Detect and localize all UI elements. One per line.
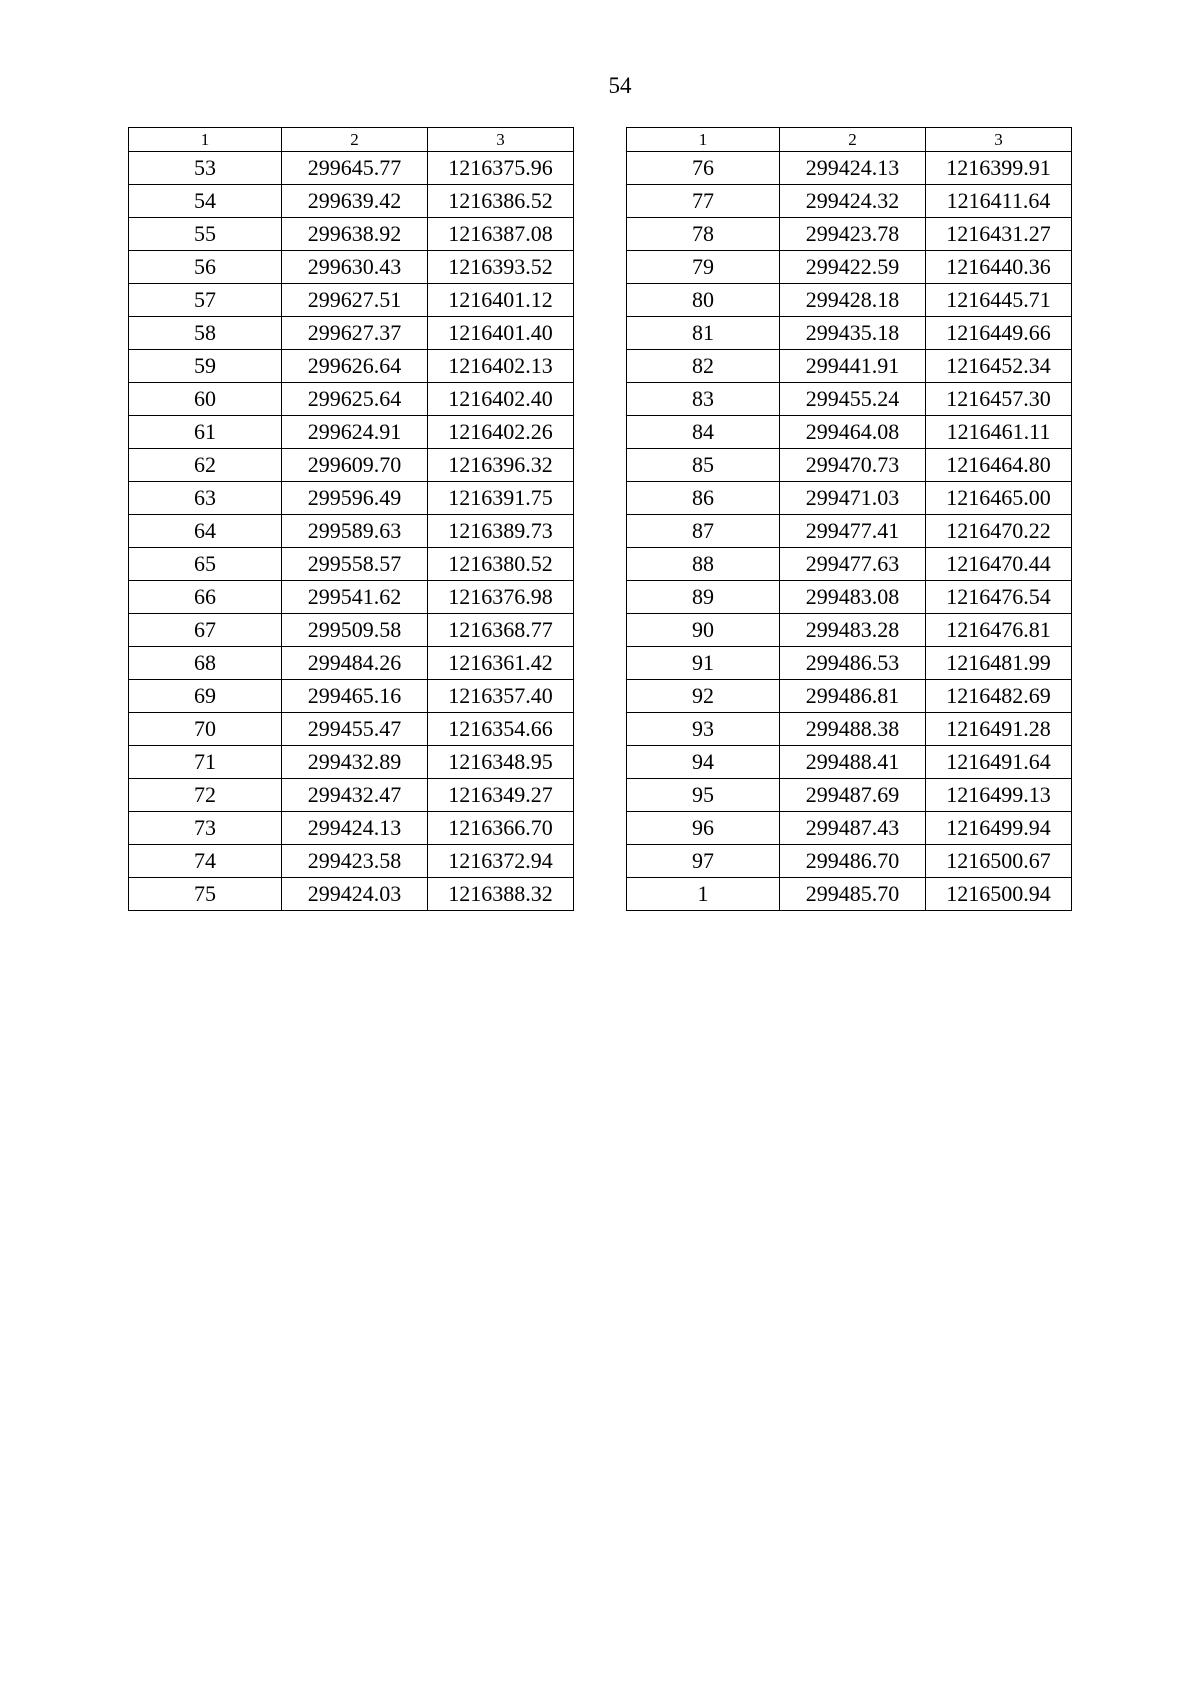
y-coordinate-cell: 1216465.00 bbox=[926, 482, 1072, 515]
table-body bbox=[129, 152, 574, 911]
point-number-cell: 92 bbox=[627, 680, 780, 713]
point-number-cell: 66 bbox=[129, 581, 282, 614]
point-number-cell: 61 bbox=[129, 416, 282, 449]
column-header-3: 3 bbox=[926, 128, 1072, 152]
y-coordinate-cell: 1216375.96 bbox=[428, 152, 574, 185]
table-row bbox=[627, 746, 1072, 779]
x-coordinate-cell: 299465.16 bbox=[282, 680, 428, 713]
column-header-1: 1 bbox=[627, 128, 780, 152]
x-coordinate-cell: 299488.38 bbox=[780, 713, 926, 746]
x-coordinate-cell: 299630.43 bbox=[282, 251, 428, 284]
y-coordinate-cell: 1216470.44 bbox=[926, 548, 1072, 581]
x-coordinate-cell: 299487.43 bbox=[780, 812, 926, 845]
y-coordinate-cell: 1216393.52 bbox=[428, 251, 574, 284]
table-row bbox=[627, 680, 1072, 713]
y-coordinate-cell: 1216500.94 bbox=[926, 878, 1072, 911]
table-row bbox=[627, 218, 1072, 251]
point-number-cell: 89 bbox=[627, 581, 780, 614]
point-number-cell: 86 bbox=[627, 482, 780, 515]
table-row bbox=[627, 713, 1072, 746]
x-coordinate-cell: 299486.53 bbox=[780, 647, 926, 680]
x-coordinate-cell: 299509.58 bbox=[282, 614, 428, 647]
table-row bbox=[129, 878, 574, 911]
x-coordinate-cell: 299424.13 bbox=[282, 812, 428, 845]
y-coordinate-cell: 1216372.94 bbox=[428, 845, 574, 878]
point-number-cell: 88 bbox=[627, 548, 780, 581]
point-number-cell: 71 bbox=[129, 746, 282, 779]
point-number-cell: 56 bbox=[129, 251, 282, 284]
y-coordinate-cell: 1216368.77 bbox=[428, 614, 574, 647]
table-row bbox=[627, 185, 1072, 218]
y-coordinate-cell: 1216491.64 bbox=[926, 746, 1072, 779]
table-row bbox=[129, 152, 574, 185]
table-row bbox=[627, 548, 1072, 581]
y-coordinate-cell: 1216402.13 bbox=[428, 350, 574, 383]
y-coordinate-cell: 1216380.52 bbox=[428, 548, 574, 581]
point-number-cell: 69 bbox=[129, 680, 282, 713]
point-number-cell: 85 bbox=[627, 449, 780, 482]
y-coordinate-cell: 1216482.69 bbox=[926, 680, 1072, 713]
x-coordinate-cell: 299464.08 bbox=[780, 416, 926, 449]
coordinates-table-right bbox=[626, 127, 1072, 911]
x-coordinate-cell: 299423.78 bbox=[780, 218, 926, 251]
point-number-cell: 96 bbox=[627, 812, 780, 845]
column-header-1: 1 bbox=[129, 128, 282, 152]
table-row bbox=[627, 845, 1072, 878]
x-coordinate-cell: 299422.59 bbox=[780, 251, 926, 284]
x-coordinate-cell: 299483.08 bbox=[780, 581, 926, 614]
x-coordinate-cell: 299639.42 bbox=[282, 185, 428, 218]
y-coordinate-cell: 1216431.27 bbox=[926, 218, 1072, 251]
x-coordinate-cell: 299424.13 bbox=[780, 152, 926, 185]
y-coordinate-cell: 1216476.54 bbox=[926, 581, 1072, 614]
table-row bbox=[129, 284, 574, 317]
point-number-cell: 65 bbox=[129, 548, 282, 581]
y-coordinate-cell: 1216401.40 bbox=[428, 317, 574, 350]
point-number-cell: 87 bbox=[627, 515, 780, 548]
point-number-cell: 97 bbox=[627, 845, 780, 878]
x-coordinate-cell: 299428.18 bbox=[780, 284, 926, 317]
point-number-cell: 62 bbox=[129, 449, 282, 482]
y-coordinate-cell: 1216401.12 bbox=[428, 284, 574, 317]
y-coordinate-cell: 1216396.32 bbox=[428, 449, 574, 482]
y-coordinate-cell: 1216348.95 bbox=[428, 746, 574, 779]
x-coordinate-cell: 299609.70 bbox=[282, 449, 428, 482]
x-coordinate-cell: 299626.64 bbox=[282, 350, 428, 383]
x-coordinate-cell: 299432.89 bbox=[282, 746, 428, 779]
table-row bbox=[129, 779, 574, 812]
table-row bbox=[627, 614, 1072, 647]
y-coordinate-cell: 1216452.34 bbox=[926, 350, 1072, 383]
table-row bbox=[627, 350, 1072, 383]
point-number-cell: 81 bbox=[627, 317, 780, 350]
x-coordinate-cell: 299589.63 bbox=[282, 515, 428, 548]
y-coordinate-cell: 1216402.40 bbox=[428, 383, 574, 416]
point-number-cell: 70 bbox=[129, 713, 282, 746]
table-row bbox=[129, 185, 574, 218]
point-number-cell: 67 bbox=[129, 614, 282, 647]
table-row bbox=[129, 251, 574, 284]
table-row bbox=[129, 482, 574, 515]
table-row bbox=[627, 449, 1072, 482]
point-number-cell: 83 bbox=[627, 383, 780, 416]
table-body bbox=[627, 152, 1072, 911]
table-row bbox=[627, 416, 1072, 449]
table-row bbox=[129, 218, 574, 251]
y-coordinate-cell: 1216376.98 bbox=[428, 581, 574, 614]
point-number-cell: 91 bbox=[627, 647, 780, 680]
x-coordinate-cell: 299625.64 bbox=[282, 383, 428, 416]
y-coordinate-cell: 1216464.80 bbox=[926, 449, 1072, 482]
table-row bbox=[627, 878, 1072, 911]
y-coordinate-cell: 1216481.99 bbox=[926, 647, 1072, 680]
x-coordinate-cell: 299477.41 bbox=[780, 515, 926, 548]
column-header-2: 2 bbox=[780, 128, 926, 152]
y-coordinate-cell: 1216491.28 bbox=[926, 713, 1072, 746]
column-header-2: 2 bbox=[282, 128, 428, 152]
x-coordinate-cell: 299423.58 bbox=[282, 845, 428, 878]
y-coordinate-cell: 1216354.66 bbox=[428, 713, 574, 746]
table-row bbox=[627, 317, 1072, 350]
table-row bbox=[129, 350, 574, 383]
point-number-cell: 54 bbox=[129, 185, 282, 218]
table-row bbox=[129, 845, 574, 878]
table-row bbox=[129, 614, 574, 647]
y-coordinate-cell: 1216357.40 bbox=[428, 680, 574, 713]
x-coordinate-cell: 299486.70 bbox=[780, 845, 926, 878]
x-coordinate-cell: 299455.47 bbox=[282, 713, 428, 746]
point-number-cell: 58 bbox=[129, 317, 282, 350]
x-coordinate-cell: 299471.03 bbox=[780, 482, 926, 515]
x-coordinate-cell: 299455.24 bbox=[780, 383, 926, 416]
point-number-cell: 73 bbox=[129, 812, 282, 845]
y-coordinate-cell: 1216366.70 bbox=[428, 812, 574, 845]
y-coordinate-cell: 1216388.32 bbox=[428, 878, 574, 911]
point-number-cell: 74 bbox=[129, 845, 282, 878]
y-coordinate-cell: 1216399.91 bbox=[926, 152, 1072, 185]
table-row bbox=[129, 812, 574, 845]
y-coordinate-cell: 1216391.75 bbox=[428, 482, 574, 515]
point-number-cell: 84 bbox=[627, 416, 780, 449]
page-number: 54 bbox=[608, 73, 632, 98]
x-coordinate-cell: 299638.92 bbox=[282, 218, 428, 251]
point-number-cell: 53 bbox=[129, 152, 282, 185]
header-row bbox=[627, 128, 1072, 152]
y-coordinate-cell: 1216440.36 bbox=[926, 251, 1072, 284]
table-row bbox=[129, 548, 574, 581]
table-row bbox=[129, 647, 574, 680]
table-row bbox=[627, 515, 1072, 548]
point-number-cell: 1 bbox=[627, 878, 780, 911]
x-coordinate-cell: 299627.51 bbox=[282, 284, 428, 317]
x-coordinate-cell: 299596.49 bbox=[282, 482, 428, 515]
table-row bbox=[627, 152, 1072, 185]
x-coordinate-cell: 299541.62 bbox=[282, 581, 428, 614]
table-row bbox=[627, 482, 1072, 515]
y-coordinate-cell: 1216402.26 bbox=[428, 416, 574, 449]
x-coordinate-cell: 299627.37 bbox=[282, 317, 428, 350]
column-header-3: 3 bbox=[428, 128, 574, 152]
x-coordinate-cell: 299424.03 bbox=[282, 878, 428, 911]
y-coordinate-cell: 1216499.13 bbox=[926, 779, 1072, 812]
table-row bbox=[129, 713, 574, 746]
point-number-cell: 77 bbox=[627, 185, 780, 218]
point-number-cell: 55 bbox=[129, 218, 282, 251]
table-row bbox=[627, 581, 1072, 614]
table-row bbox=[627, 251, 1072, 284]
x-coordinate-cell: 299424.32 bbox=[780, 185, 926, 218]
x-coordinate-cell: 299558.57 bbox=[282, 548, 428, 581]
y-coordinate-cell: 1216500.67 bbox=[926, 845, 1072, 878]
y-coordinate-cell: 1216461.11 bbox=[926, 416, 1072, 449]
y-coordinate-cell: 1216386.52 bbox=[428, 185, 574, 218]
x-coordinate-cell: 299485.70 bbox=[780, 878, 926, 911]
y-coordinate-cell: 1216476.81 bbox=[926, 614, 1072, 647]
table-row bbox=[627, 647, 1072, 680]
y-coordinate-cell: 1216449.66 bbox=[926, 317, 1072, 350]
table-row bbox=[627, 779, 1072, 812]
table-row bbox=[129, 449, 574, 482]
header-row bbox=[129, 128, 574, 152]
point-number-cell: 80 bbox=[627, 284, 780, 317]
table-row bbox=[129, 746, 574, 779]
point-number-cell: 94 bbox=[627, 746, 780, 779]
table-row bbox=[627, 284, 1072, 317]
point-number-cell: 75 bbox=[129, 878, 282, 911]
point-number-cell: 60 bbox=[129, 383, 282, 416]
point-number-cell: 82 bbox=[627, 350, 780, 383]
point-number-cell: 68 bbox=[129, 647, 282, 680]
x-coordinate-cell: 299624.91 bbox=[282, 416, 428, 449]
y-coordinate-cell: 1216411.64 bbox=[926, 185, 1072, 218]
y-coordinate-cell: 1216470.22 bbox=[926, 515, 1072, 548]
table-row bbox=[129, 680, 574, 713]
table-row bbox=[129, 416, 574, 449]
point-number-cell: 72 bbox=[129, 779, 282, 812]
point-number-cell: 93 bbox=[627, 713, 780, 746]
point-number-cell: 64 bbox=[129, 515, 282, 548]
x-coordinate-cell: 299483.28 bbox=[780, 614, 926, 647]
y-coordinate-cell: 1216389.73 bbox=[428, 515, 574, 548]
x-coordinate-cell: 299484.26 bbox=[282, 647, 428, 680]
table-row bbox=[627, 383, 1072, 416]
table-row bbox=[627, 812, 1072, 845]
y-coordinate-cell: 1216445.71 bbox=[926, 284, 1072, 317]
point-number-cell: 78 bbox=[627, 218, 780, 251]
x-coordinate-cell: 299488.41 bbox=[780, 746, 926, 779]
y-coordinate-cell: 1216361.42 bbox=[428, 647, 574, 680]
y-coordinate-cell: 1216499.94 bbox=[926, 812, 1072, 845]
table-row bbox=[129, 317, 574, 350]
y-coordinate-cell: 1216349.27 bbox=[428, 779, 574, 812]
x-coordinate-cell: 299470.73 bbox=[780, 449, 926, 482]
table-row bbox=[129, 581, 574, 614]
point-number-cell: 76 bbox=[627, 152, 780, 185]
point-number-cell: 63 bbox=[129, 482, 282, 515]
x-coordinate-cell: 299441.91 bbox=[780, 350, 926, 383]
point-number-cell: 57 bbox=[129, 284, 282, 317]
point-number-cell: 59 bbox=[129, 350, 282, 383]
point-number-cell: 90 bbox=[627, 614, 780, 647]
y-coordinate-cell: 1216387.08 bbox=[428, 218, 574, 251]
x-coordinate-cell: 299432.47 bbox=[282, 779, 428, 812]
x-coordinate-cell: 299477.63 bbox=[780, 548, 926, 581]
x-coordinate-cell: 299487.69 bbox=[780, 779, 926, 812]
coordinates-table-left bbox=[128, 127, 574, 911]
x-coordinate-cell: 299435.18 bbox=[780, 317, 926, 350]
x-coordinate-cell: 299486.81 bbox=[780, 680, 926, 713]
table-row bbox=[129, 515, 574, 548]
y-coordinate-cell: 1216457.30 bbox=[926, 383, 1072, 416]
x-coordinate-cell: 299645.77 bbox=[282, 152, 428, 185]
point-number-cell: 79 bbox=[627, 251, 780, 284]
point-number-cell: 95 bbox=[627, 779, 780, 812]
table-row bbox=[129, 383, 574, 416]
